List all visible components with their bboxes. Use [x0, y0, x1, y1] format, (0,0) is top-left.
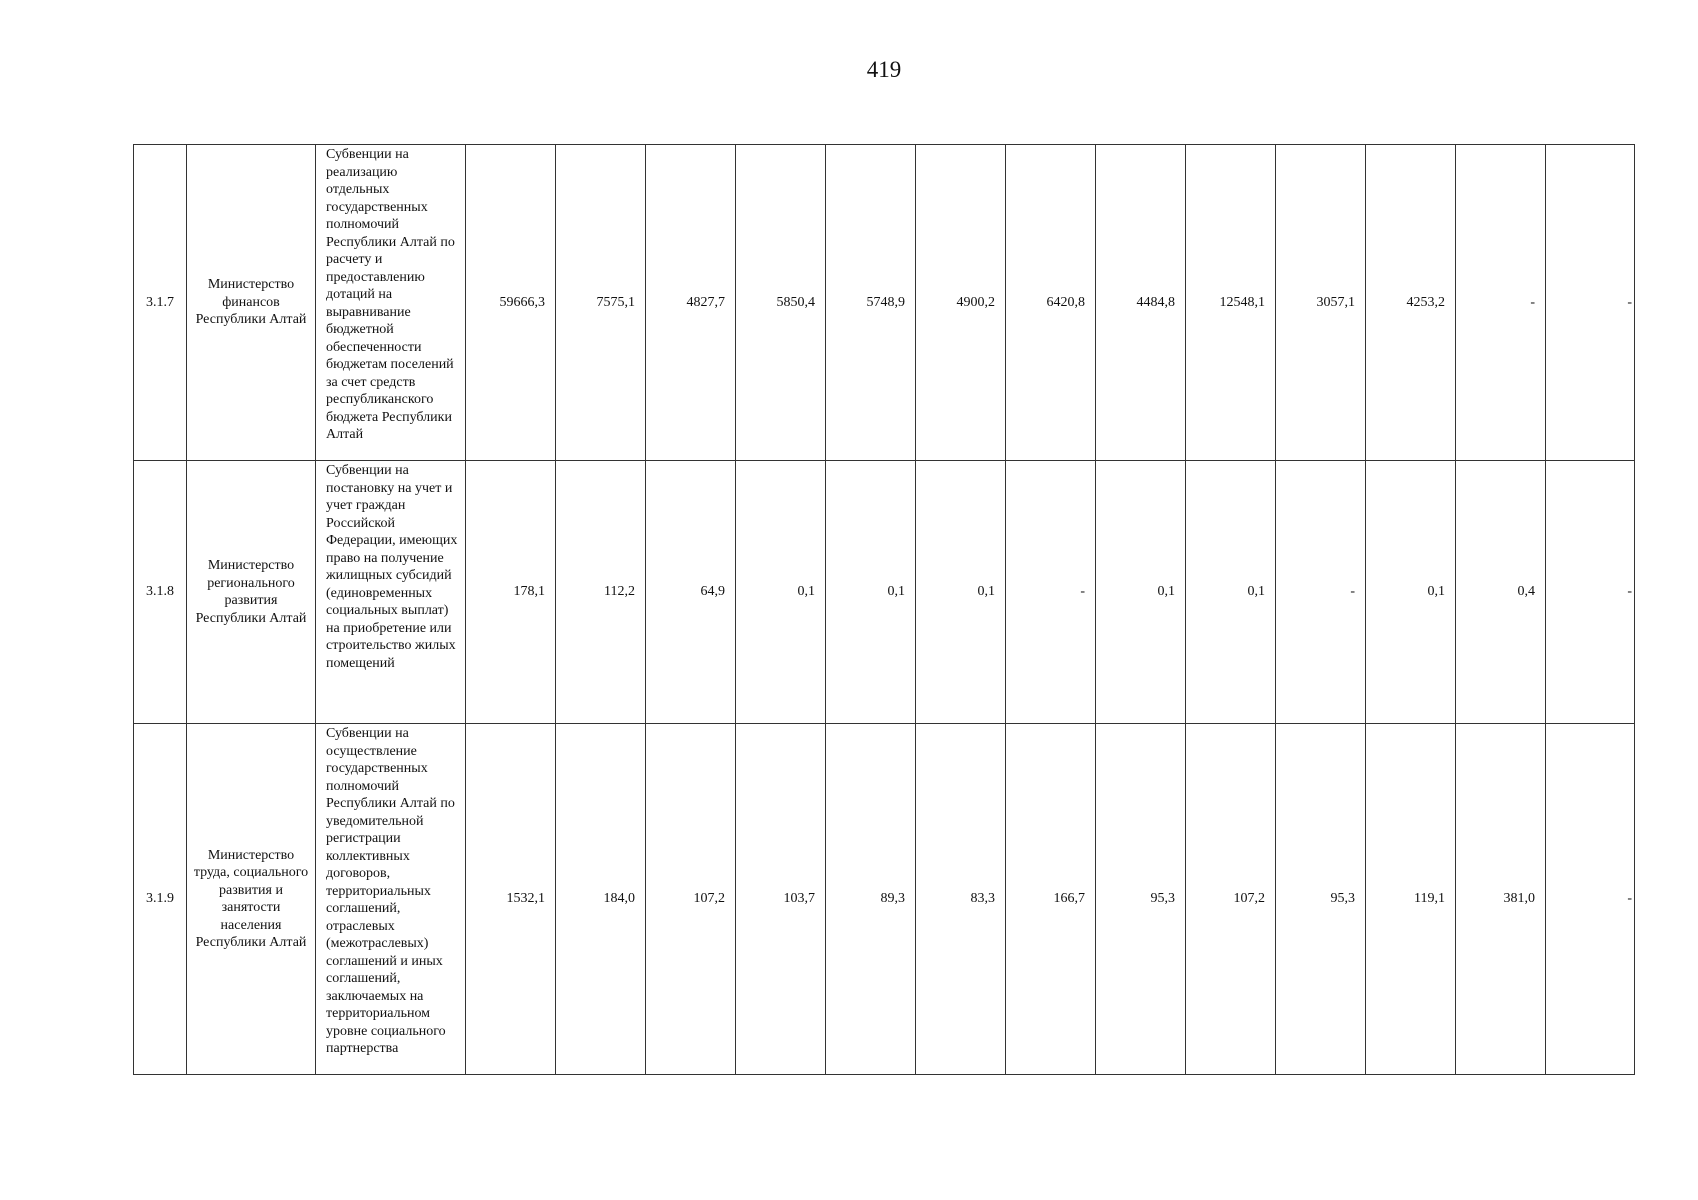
row-value: 0,4: [1456, 461, 1546, 724]
row-value: 7575,1: [556, 145, 646, 461]
row-value: 0,1: [736, 461, 826, 724]
row-value: 0,1: [1366, 461, 1456, 724]
row-value: 107,2: [1186, 724, 1276, 1075]
row-code: 3.1.8: [134, 461, 187, 724]
row-organization: Министерство труда, социального развития и занятости населения Республики Алтай: [187, 724, 316, 1075]
row-value: -: [1456, 145, 1546, 461]
row-value: 6420,8: [1006, 145, 1096, 461]
budget-table: [133, 144, 1635, 1075]
row-value: 3057,1: [1276, 145, 1366, 461]
row-value: -: [1546, 461, 1635, 724]
table-row: [134, 461, 1635, 724]
row-value: 178,1: [466, 461, 556, 724]
row-code: 3.1.7: [134, 145, 187, 461]
row-value: 59666,3: [466, 145, 556, 461]
row-value: 119,1: [1366, 724, 1456, 1075]
row-value: 0,1: [826, 461, 916, 724]
row-value: 5850,4: [736, 145, 826, 461]
row-value: 4253,2: [1366, 145, 1456, 461]
row-value: 381,0: [1456, 724, 1546, 1075]
row-value: 0,1: [1096, 461, 1186, 724]
row-organization: Министерство регионального развития Республики Алтай: [187, 461, 316, 724]
row-description: Субвенции на осуществление государственных полномочий Республики Алтай по уведомительной регистрации коллективных договоров, территориальных соглашений, отраслевых (межотраслевых) соглашений и иных соглашений, заключаемых на территориальном уровне социального партнерства: [316, 724, 466, 1075]
row-value: 12548,1: [1186, 145, 1276, 461]
row-value: 0,1: [916, 461, 1006, 724]
row-value: 107,2: [646, 724, 736, 1075]
row-value: -: [1546, 724, 1635, 1075]
row-value: 112,2: [556, 461, 646, 724]
row-value: 4484,8: [1096, 145, 1186, 461]
row-value: 1532,1: [466, 724, 556, 1075]
row-value: 5748,9: [826, 145, 916, 461]
row-description: Субвенции на постановку на учет и учет граждан Российской Федерации, имеющих право на получение жилищных субсидий (единовременных социальных выплат) на приобретение или строительство жилых помещений: [316, 461, 466, 724]
row-value: 89,3: [826, 724, 916, 1075]
page-number: 419: [866, 57, 902, 82]
row-description: Субвенции на реализацию отдельных государственных полномочий Республики Алтай по расчету и предоставлению дотаций на выравнивание бюджетной обеспеченности бюджетам поселений за счет средств республиканского бюджета Республики Алтай: [316, 145, 466, 461]
row-value: 4900,2: [916, 145, 1006, 461]
row-value: -: [1006, 461, 1096, 724]
row-value: 4827,7: [646, 145, 736, 461]
row-value: -: [1546, 145, 1635, 461]
row-code: 3.1.9: [134, 724, 187, 1075]
row-value: 64,9: [646, 461, 736, 724]
row-organization: Министерство финансов Республики Алтай: [187, 145, 316, 461]
table-row: [134, 145, 1635, 461]
row-value: 95,3: [1276, 724, 1366, 1075]
row-value: 103,7: [736, 724, 826, 1075]
row-value: 83,3: [916, 724, 1006, 1075]
row-value: 166,7: [1006, 724, 1096, 1075]
row-value: 0,1: [1186, 461, 1276, 724]
row-value: -: [1276, 461, 1366, 724]
row-value: 184,0: [556, 724, 646, 1075]
table-row: [134, 724, 1635, 1075]
row-value: 95,3: [1096, 724, 1186, 1075]
